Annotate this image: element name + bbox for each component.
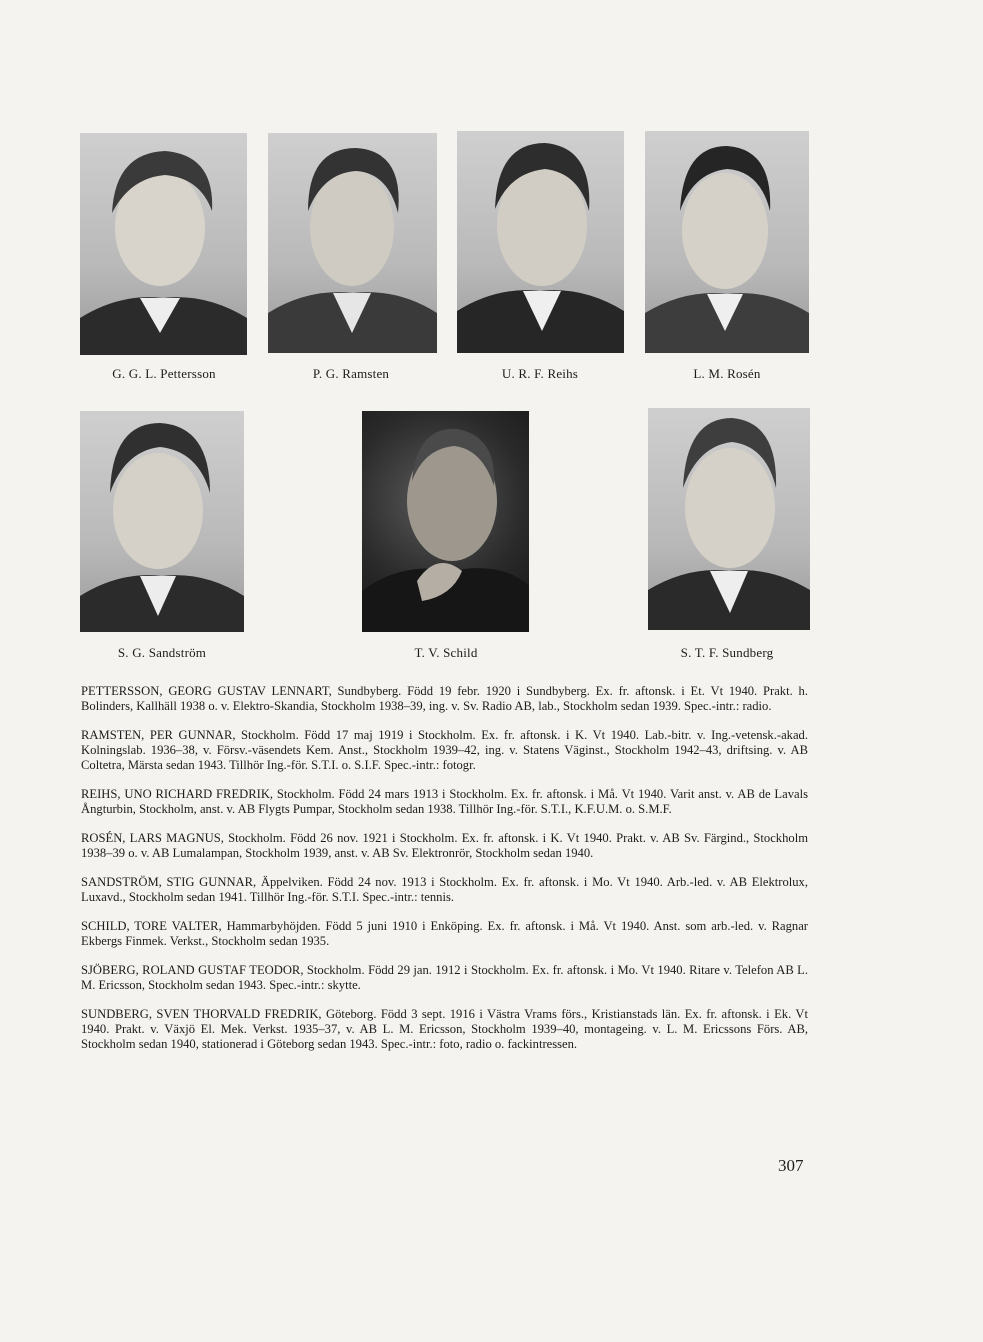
portrait-schild: [362, 411, 529, 632]
caption-sandstrom: S. G. Sandström: [117, 645, 207, 660]
portrait-rosen: [645, 131, 809, 353]
bio-ramsten: RAMSTEN, PER GUNNAR, Stockholm. Född 17 maj 1919 i Stockholm. Ex. fr. aftonsk. i K. Vt 1940. Lab.-bitr. v. Ing.-vetensk.-akad. Kolningslab. 1936–38, v. Försv.-väsendets Kem. Anst., Stockholm 1939–42, ing. v. Statens Väginst., Stockholm 1942–43, driftsing. v. AB Coltetra, Märsta sedan 1943. Tillhör Ing.-för. S.T.I. o. S.I.F. Spec.-intr.: fotogr.: [81, 728, 808, 772]
bio-sjoberg: SJÖBERG, ROLAND GUSTAF TEODOR, Stockholm. Född 29 jan. 1912 i Stockholm. Ex. fr. aftonsk. i Mo. Vt 1940. Ritare v. Telefon AB L. M. Ericsson, Stockholm sedan 1943. Spec.-intr.: skytte.: [81, 963, 808, 992]
caption-pettersson: G. G. L. Pettersson: [112, 366, 216, 381]
page-number: 307: [778, 1156, 804, 1175]
bio-sandstrom: SANDSTRÖM, STIG GUNNAR, Äppelviken. Född 24 nov. 1913 i Stockholm. Ex. fr. aftonsk. i Mo. Vt 1940. Arb.-led. v. AB Elektrolux, Luxavd., Stockholm sedan 1941. Tillhör Ing.-för. S.T.I. Spec.-intr.: tennis.: [81, 875, 808, 904]
caption-ramsten: P. G. Ramsten: [312, 366, 390, 381]
portrait-ramsten: [268, 133, 437, 353]
caption-rosen: L. M. Rosén: [693, 366, 761, 381]
bio-rosen: ROSÉN, LARS MAGNUS, Stockholm. Född 26 nov. 1921 i Stockholm. Ex. fr. aftonsk. i K. Vt 1940. Prakt. v. AB Sv. Färgind., Stockholm 1938–39 o. v. AB Lumalampan, Stockholm 1939, anst. v. AB Sv. Elektronrör, Stockholm sedan 1940.: [81, 831, 808, 860]
portrait-sundberg: [648, 408, 810, 630]
portrait-pettersson: [80, 133, 247, 355]
portrait-reihs: [457, 131, 624, 353]
caption-reihs: U. R. F. Reihs: [501, 366, 579, 381]
caption-sundberg: S. T. F. Sundberg: [680, 645, 774, 660]
bio-schild: SCHILD, TORE VALTER, Hammarbyhöjden. Född 5 juni 1910 i Enköping. Ex. fr. aftonsk. i Må. Vt 1940. Anst. som arb.-led. v. Ragnar Ekbergs Finmek. Verkst., Stockholm sedan 1935.: [81, 919, 808, 948]
caption-schild: T. V. Schild: [414, 645, 478, 660]
bio-reihs: REIHS, UNO RICHARD FREDRIK, Stockholm. Född 24 mars 1913 i Stockholm. Ex. fr. aftonsk. i Må. Vt 1940. Varit anst. v. AB de Lavals Ångturbin, Stockholm, anst. v. AB Flygts Pumpar, Stockholm sedan 1938. Tillhör Ing.-för. S.T.I., K.F.U.M. o. S.M.F.: [81, 787, 808, 816]
bio-pettersson: PETTERSSON, GEORG GUSTAV LENNART, Sundbyberg. Född 19 febr. 1920 i Sundbyberg. Ex. fr. aftonsk. i Et. Vt 1940. Prakt. h. Bolinders, Kallhäll 1938 o. v. Elektro-Skandia, Stockholm 1938–39, ing. v. Sv. Radio AB, lab., Stockholm sedan 1939. Spec.-intr.: radio.: [81, 684, 808, 713]
portrait-sandstrom: [80, 411, 244, 632]
biographies: [81, 684, 808, 1066]
bio-sundberg: SUNDBERG, SVEN THORVALD FREDRIK, Göteborg. Född 3 sept. 1916 i Västra Vrams förs., Kristianstads län. Ex. fr. aftonsk. i Ek. Vt 1940. Prakt. v. Växjö El. Mek. Verkst. 1935–37, v. AB L. M. Ericsson, Stockholm 1939–40, montageing. v. L. M. Ericssons Förs. AB, Stockholm sedan 1940, stationerad i Göteborg sedan 1943. Spec.-intr.: foto, radio o. fackintressen.: [81, 1007, 808, 1051]
